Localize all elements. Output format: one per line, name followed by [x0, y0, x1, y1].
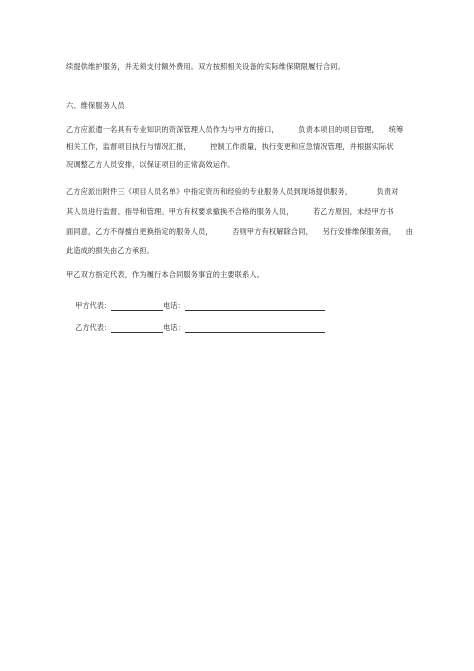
- party-a-phone-blank[interactable]: [185, 302, 325, 311]
- paragraph-line-9: 甲乙双方指定代表，作为履行本合同服务事宜的主要联系人。: [66, 270, 265, 279]
- paragraph-line-3: 相关工作，监督项目执行与情况汇报， 控制工作质量，执行变更和应急情况管理，并根据实际状: [66, 142, 394, 151]
- party-a-label: 甲方代表：: [75, 301, 112, 310]
- paragraph-line-6: 其人员进行监督、指导和管理。甲方有权要求撤换不合格的服务人员， 若乙方原因，未经甲方书: [66, 207, 394, 216]
- party-b-phone-label: 电话：: [163, 323, 185, 332]
- party-a-name-blank[interactable]: [111, 302, 163, 311]
- party-b-representative-row: [66, 313, 325, 343]
- paragraph-line-1: 续提供维护服务，并无须支付额外费用。双方按照相关设备的实际维保期限履行合同。: [66, 62, 345, 71]
- paragraph-line-2: 乙方应派遣一名具有专业知识的资深管理人员作为与甲方的接口， 负责本项目的项目管理， 统筹: [66, 125, 404, 134]
- paragraph-line-4: 况调整乙方人员安排，以保证项目的正常高效运作。: [66, 160, 235, 169]
- party-b-phone-blank[interactable]: [185, 324, 325, 333]
- party-b-label: 乙方代表：: [75, 323, 112, 332]
- paragraph-line-7: 面同意，乙方不得擅自更换指定的服务人员， 否则甲方有权解除合同， 另行安排维保服务商， 由: [66, 227, 414, 236]
- paragraph-line-8: 此造成的损失由乙方承担。: [66, 246, 155, 255]
- section-heading: 六、维保服务人员: [66, 101, 125, 110]
- paragraph-line-5: 乙方应派出附件三《项目人员名单》中指定资历和经验的专业服务人员到现场提供服务， 负责对: [66, 187, 399, 196]
- party-a-phone-label: 电话：: [163, 301, 185, 310]
- party-b-name-blank[interactable]: [111, 324, 163, 333]
